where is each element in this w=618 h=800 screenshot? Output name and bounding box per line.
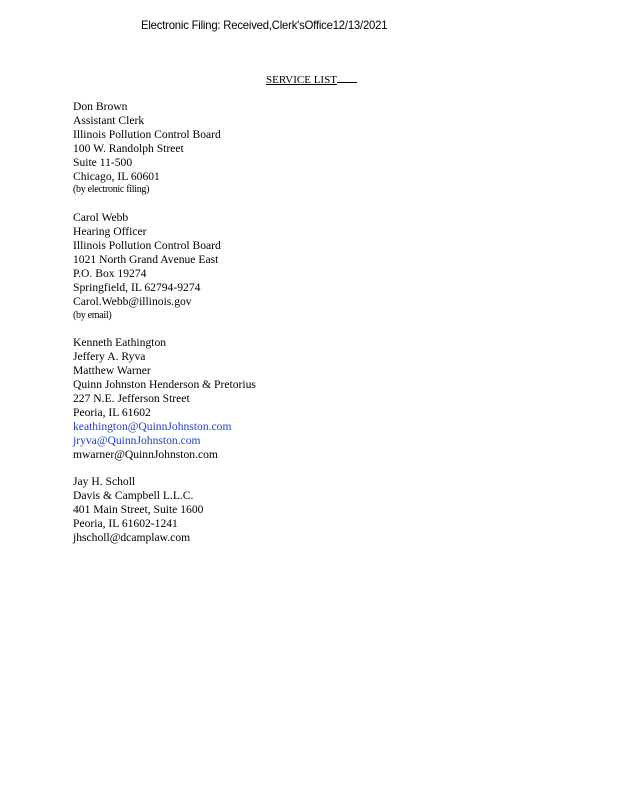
entry-line: Peoria, IL 61602: [73, 405, 151, 419]
entry-line: Carol.Webb@illinois.gov: [73, 294, 192, 308]
entry-line: Assistant Clerk: [73, 113, 145, 127]
entry-line: Chicago, IL 60601: [73, 169, 160, 183]
entry-line: 401 Main Street, Suite 1600: [73, 503, 204, 517]
entry-line: 227 N.E. Jefferson Street: [73, 392, 190, 405]
delivery-note: (by email): [73, 309, 112, 321]
entry-line: mwarner@QuinnJohnston.com: [73, 447, 218, 461]
service-list: [73, 100, 256, 559]
service-entry-carol-webb: [73, 211, 256, 322]
entry-line: jhscholl@dcamplaw.com: [73, 531, 191, 545]
entry-line: Davis & Campbell L.L.C.: [73, 489, 194, 503]
entry-line: Hearing Officer: [73, 225, 147, 239]
entry-line: Illinois Pollution Control Board: [73, 127, 221, 141]
email-link[interactable]: jryva@QuinnJohnston.com: [73, 433, 201, 447]
filing-stamp: Electronic Filing: Received,Clerk'sOffice12/13/2021: [141, 18, 388, 32]
entry-line: Springfield, IL 62794-9274: [73, 280, 201, 294]
entry-line: P.O. Box 19274: [73, 266, 147, 280]
email-link[interactable]: keathington@QuinnJohnston.com: [73, 419, 232, 433]
title-underline: [337, 73, 357, 83]
service-entry-don-brown: [73, 100, 256, 197]
entry-line: Carol Webb: [73, 211, 129, 225]
page-title: [266, 73, 357, 86]
service-entry-jay-scholl: [73, 475, 256, 545]
delivery-note: (by electronic filing): [73, 184, 150, 196]
service-list-title: SERVICE LIST: [266, 74, 337, 86]
entry-line: Jay H. Scholl: [73, 475, 136, 489]
entry-line: Illinois Pollution Control Board: [73, 239, 221, 253]
service-entry-quinn-johnston: [73, 336, 256, 461]
entry-line: Jeffery A. Ryva: [73, 350, 146, 364]
entry-line: Don Brown: [73, 100, 128, 113]
entry-line: Kenneth Eathington: [73, 336, 167, 350]
entry-line: 1021 North Grand Avenue East: [73, 252, 219, 266]
entry-line: Peoria, IL 61602-1241: [73, 517, 178, 531]
entry-line: Suite 11-500: [73, 155, 133, 169]
entry-line: Matthew Warner: [73, 364, 151, 378]
entry-line: 100 W. Randolph Street: [73, 141, 184, 155]
entry-line: Quinn Johnston Henderson & Pretorius: [73, 378, 256, 392]
